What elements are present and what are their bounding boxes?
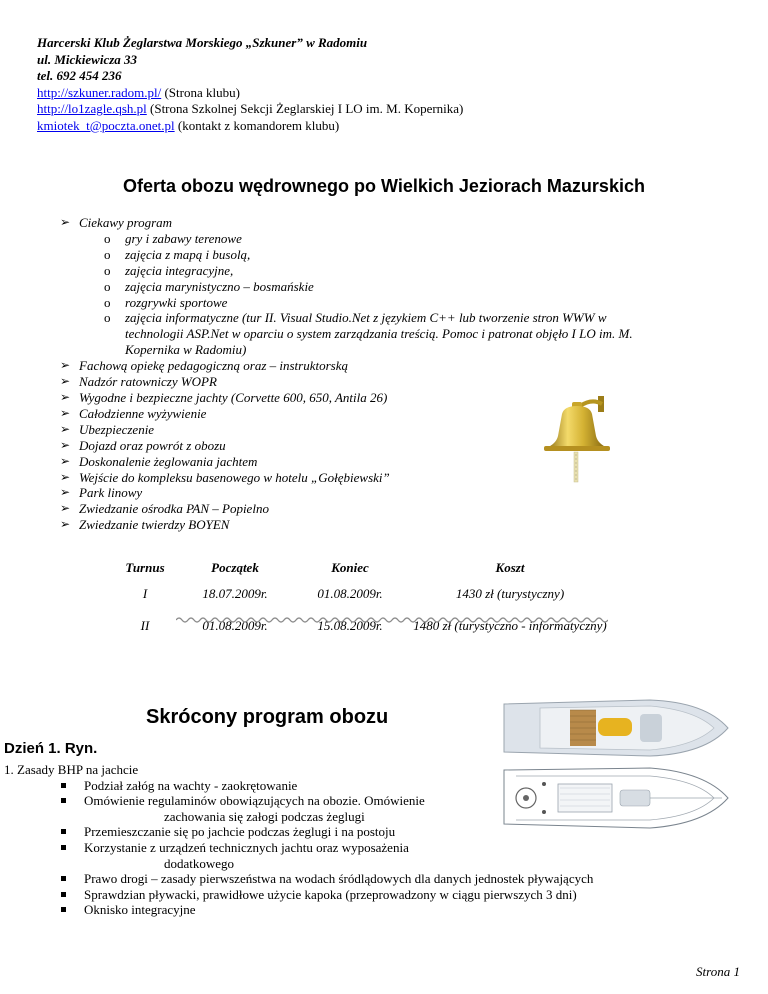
square-bullet-icon <box>60 793 84 809</box>
circle-bullet-icon: o <box>104 246 111 262</box>
col-header: Koszt <box>495 560 525 575</box>
program-subitem <box>60 247 700 263</box>
club-street: ul. Mickiewicza 33 <box>37 51 138 67</box>
arrow-bullet-icon: ➢ <box>60 501 71 516</box>
section-heading: 1. Zasady BHP na jachcie <box>4 762 139 777</box>
table-header-row <box>110 560 610 586</box>
square-bullet-icon <box>60 840 84 856</box>
list-item-text: Korzystanie z urządzeń technicznych jachtu oraz wyposażenia <box>84 839 409 855</box>
page-number: Strona 1 <box>696 964 740 979</box>
ship-bell-icon <box>520 392 630 484</box>
arrow-bullet-icon: ➢ <box>60 453 71 468</box>
arrow-bullet-icon: ➢ <box>60 374 71 389</box>
program-title: Skrócony program obozu <box>146 706 389 728</box>
table-cell: 15.08.2009r. <box>317 618 383 633</box>
link-row-section <box>37 101 463 118</box>
list-item-continuation: dodatkowego <box>164 855 235 871</box>
list-item-text: Oknisko integracyjne <box>84 902 196 918</box>
list-item-continuation: zachowania się załogi podczas żeglugi <box>164 808 365 824</box>
col-header: Koniec <box>331 560 369 575</box>
offer-title: Oferta obozu wędrownego po Wielkich Jeziorach Mazurskich <box>123 176 645 196</box>
program-subitem <box>60 279 700 295</box>
feature-item <box>60 215 700 231</box>
club-header <box>37 35 463 134</box>
circle-bullet-icon: o <box>104 294 111 310</box>
feature-text: Zwiedzanie twierdzy BOYEN <box>79 517 230 533</box>
club-site-desc: (Strona klubu) <box>161 84 240 100</box>
link-row-email <box>37 118 463 135</box>
list-item-text: Podział załóg na wachty - zaokrętowanie <box>84 777 298 793</box>
program-subitem <box>60 310 700 358</box>
list-item-text: Omówienie regulaminów obowiązujących na obozie. Omówienie <box>84 793 425 809</box>
arrow-bullet-icon: ➢ <box>60 485 71 500</box>
square-bullet-icon <box>60 887 84 903</box>
feature-text: Dojazd oraz powrót z obozu <box>79 437 226 453</box>
program-subitem <box>60 263 700 279</box>
subitem-text: zajęcia z mapą i busolą, <box>125 246 251 262</box>
table-cell: 1430 zł (turystyczny) <box>455 586 565 601</box>
list-item <box>4 902 684 918</box>
arrow-bullet-icon: ➢ <box>60 437 71 452</box>
arrow-bullet-icon: ➢ <box>60 421 71 436</box>
feature-text: Ubezpieczenie <box>79 421 155 437</box>
col-header: Początek <box>211 560 259 575</box>
square-bullet-icon <box>60 824 84 840</box>
feature-text: Nadzór ratowniczy WOPR <box>79 374 217 390</box>
circle-bullet-icon: o <box>104 230 111 246</box>
club-name: Harcerski Klub Żeglarstwa Morskiego „Szkuner” w Radomiu <box>37 35 368 50</box>
list-item-text: Sprawdzian pływacki, prawidłowe użycie kapoka (przeprowadzony w ciągu pierwszych 3 dni) <box>84 886 577 902</box>
subitem-text: gry i zabawy terenowe <box>125 230 242 246</box>
feature-list <box>60 215 700 533</box>
wavy-divider <box>176 616 608 624</box>
circle-bullet-icon: o <box>104 262 111 278</box>
feature-item <box>60 501 700 517</box>
subitem-text: zajęcia marynistyczno – bosmańskie <box>125 278 314 294</box>
feature-text: Wejście do kompleksu basenowego w hotelu „Gołębiewski” <box>79 469 390 485</box>
table-cell: 01.08.2009r. <box>202 618 268 633</box>
list-item <box>4 871 684 887</box>
feature-item <box>60 374 700 390</box>
arrow-bullet-icon: ➢ <box>60 358 71 373</box>
club-site-link[interactable]: http://szkuner.radom.pl/ <box>37 84 162 100</box>
square-bullet-icon <box>60 778 84 794</box>
feature-item <box>60 485 700 501</box>
table-cell: 1480 zł (turystyczno - informatyczny) <box>413 618 607 633</box>
list-item <box>4 824 684 840</box>
subitem-text: rozgrywki sportowe <box>125 294 228 310</box>
section-site-desc: (Strona Szkolnej Sekcji Żeglarskiej I LO im. M. Kopernika) <box>146 101 464 116</box>
subitem-text: zajęcia integracyjne, <box>125 262 234 278</box>
feature-text: Park linowy <box>79 485 143 501</box>
table-cell: 01.08.2009r. <box>317 586 383 601</box>
day-heading: Dzień 1. Ryn. <box>4 740 98 757</box>
feature-text: Ciekawy program <box>79 215 173 230</box>
feature-item <box>60 517 700 533</box>
feature-item <box>60 358 700 374</box>
list-item <box>4 778 684 794</box>
feature-text: Fachową opiekę pedagogiczną oraz – instruktorską <box>79 358 348 374</box>
club-phone: tel. 692 454 236 <box>37 68 122 83</box>
list-item <box>4 840 684 856</box>
circle-bullet-icon: o <box>104 278 111 294</box>
commander-email-link[interactable]: kmiotek_t@poczta.onet.pl <box>37 117 175 133</box>
feature-text: Wygodne i bezpieczne jachty (Corvette 600, 650, Antila 26) <box>79 389 388 405</box>
col-header: Turnus <box>125 560 165 575</box>
list-item <box>4 887 684 903</box>
arrow-bullet-icon: ➢ <box>60 215 71 229</box>
table-cell: I <box>142 586 148 601</box>
arrow-bullet-icon: ➢ <box>60 517 71 532</box>
table-row <box>110 586 610 618</box>
feature-text: Doskonalenie żeglowania jachtem <box>79 453 258 469</box>
subitem-text: zajęcia informatyczne (tur II. Visual Studio.Net z językiem C++ lub tworzenie stron WWW w technologii ASP.Net w oparciu o system zarządzania treścią. Pomoc i patronat objęło I LO im. M. Kopernika w Radomiu) <box>125 310 633 358</box>
link-row-club <box>37 85 463 102</box>
section-site-link[interactable]: http://lo1zagle.qsh.pl <box>37 101 147 116</box>
program-subitem <box>60 295 700 311</box>
day-program <box>4 762 684 918</box>
program-subitem <box>60 231 700 247</box>
feature-text: Zwiedzanie ośrodka PAN – Popielno <box>79 501 269 517</box>
arrow-bullet-icon: ➢ <box>60 405 71 420</box>
circle-bullet-icon: o <box>104 310 111 326</box>
list-item <box>4 793 684 809</box>
arrow-bullet-icon: ➢ <box>60 469 71 484</box>
feature-text: Całodzienne wyżywienie <box>79 405 207 421</box>
arrow-bullet-icon: ➢ <box>60 389 71 404</box>
list-item-text: Prawo drogi – zasady pierwszeństwa na wodach śródlądowych dla danych jednostek pływających <box>84 871 594 887</box>
list-item-text: Przemieszczanie się po jachcie podczas żeglugi i na postoju <box>84 824 396 840</box>
table-cell: II <box>140 618 150 633</box>
square-bullet-icon <box>60 871 84 887</box>
table-cell: 18.07.2009r. <box>202 586 268 601</box>
commander-email-desc: (kontakt z komandorem klubu) <box>174 117 340 133</box>
square-bullet-icon <box>60 902 84 918</box>
